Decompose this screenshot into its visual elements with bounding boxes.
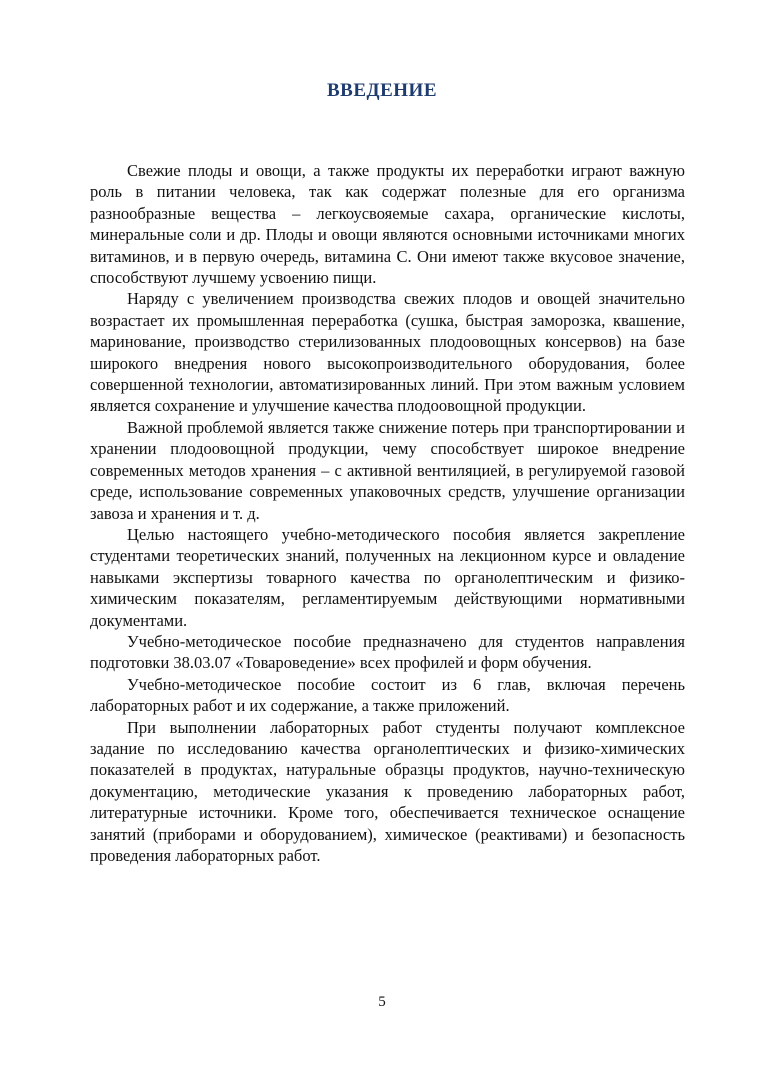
paragraph-7: При выполнении лабораторных работ студенты получают комплексное задание по исследованию качества органолептических и физико-химических показателей в продуктах, натуральные образцы продуктов, научно-техническую документацию, методические указания к проведению лабораторных работ, литературные источники. Кроме того, обеспечивается техническое оснащение занятий (приборами и оборудованием), химическое (реактивами) и безопасность проведения лабораторных работ.	[90, 717, 685, 865]
body-text	[90, 160, 685, 866]
page-title: ВВЕДЕНИЕ	[327, 80, 437, 101]
paragraph-2: Наряду с увеличением производства свежих плодов и овощей значительно возрастает их промышленная переработка (сушка, быстрая заморозка, квашение, маринование, производство стерилизованных плодоовощных консервов) на базе широкого внедрения нового высокопроизводительного оборудования, более совершенной технологии, автоматизированных линий. При этом важным условием является сохранение и улучшение качества плодоовощной продукции.	[90, 289, 685, 416]
paragraph-5: Учебно-методическое пособие предназначено для студентов направления подготовки 38.03.07 «Товароведение» всех профилей и форм обучения.	[90, 631, 685, 673]
paragraph-6: Учебно-методическое пособие состоит из 6 глав, включая перечень лабораторных работ и их содержание, а также приложений.	[90, 674, 685, 716]
paragraph-4: Целью настоящего учебно-методического пособия является закрепление студентами теоретических знаний, полученных на лекционном курсе и овладение навыками экспертизы товарного качества по органолептическим и физико-химическим показателям, регламентируемым действующими нормативными документами.	[90, 524, 685, 630]
page-number: 5	[378, 994, 386, 1010]
paragraph-3: Важной проблемой является также снижение потерь при транспортировании и хранении плодоовощной продукции, чему способствует широкое внедрение современных методов хранения – с активной вентиляцией, в регулируемой газовой среде, использование современных упаковочных средств, улучшение организации завоза и хранения и т. д.	[90, 417, 685, 523]
paragraph-1: Свежие плоды и овощи, а также продукты их переработки играют важную роль в питании человека, так как содержат полезные для его организма разнообразные вещества – легкоусвояемые сахара, органические кислоты, минеральные соли и др. Плоды и овощи являются основными источниками многих витаминов, и в первую очередь, витамина С. Они имеют также вкусовое значение, способствуют лучшему усвоению пищи.	[90, 161, 685, 288]
